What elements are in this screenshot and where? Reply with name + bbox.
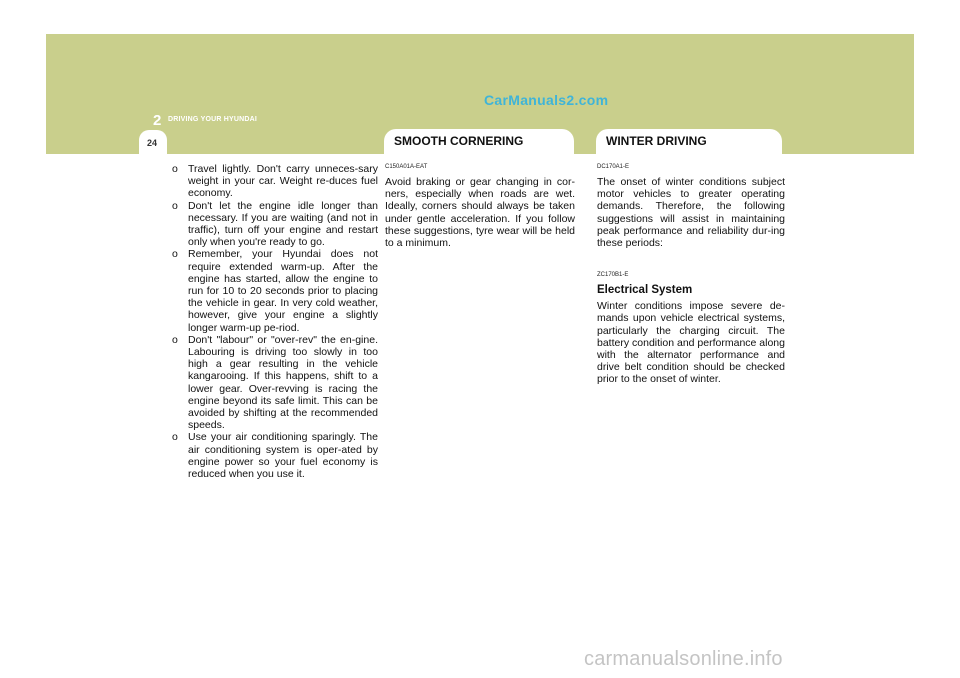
list-item: [172, 431, 378, 480]
subsection-code: ZC170B1-E: [597, 272, 629, 279]
left-column: [172, 163, 378, 480]
bullet-mark: o: [172, 199, 178, 212]
list-item: [172, 334, 378, 432]
list-item-text: Travel lightly. Don't carry unneces-sary weight in your car. Weight re-duces fuel economy.: [188, 163, 378, 200]
bullet-mark: o: [172, 431, 178, 444]
smooth-cornering-text: Avoid braking or gear changing in cor-ners, especially when roads are wet. Ideally, corners should always be taken under gentle acceleration. If you follow these suggestions, tyre wear will be held to a minimum.: [385, 176, 575, 250]
list-item-text: Use your air conditioning sparingly. The air conditioning system is oper-ated by engine power so your fuel economy is reduced when you use it.: [188, 431, 378, 481]
section-code: C150A01A-EAT: [385, 164, 428, 170]
section-code: DC170A1-E: [597, 164, 630, 170]
chapter-title: DRIVING YOUR HYUNDAI: [168, 116, 258, 123]
list-item: [172, 248, 378, 333]
smooth-cornering-column: [385, 163, 575, 249]
winter-driving-column: [597, 163, 785, 386]
list-item-text: Remember, your Hyundai does not require extended warm-up. After the engine has started, allow the engine to run for 10 to 20 seconds prior to placing the vehicle in gear. In very cold weather, however, give your engine a slightly longer warm-up pe-riod.: [188, 248, 378, 334]
page-number: 24: [147, 138, 158, 148]
bullet-mark: o: [172, 333, 178, 346]
bullet-mark: o: [172, 248, 178, 261]
watermark-link[interactable]: CarManuals2.com: [484, 92, 609, 108]
chapter-number: 2: [153, 112, 162, 129]
list-item: [172, 163, 378, 200]
bullet-mark: o: [172, 163, 178, 175]
section-header-smooth-cornering: SMOOTH CORNERING: [384, 129, 574, 154]
winter-driving-text: The onset of winter conditions subject motor vehicles to greater operating demands. Therefore, the following suggestions will assist in maintaining peak performance and reliability dur-ing these periods:: [597, 176, 785, 250]
section-header-winter-driving: WINTER DRIVING: [596, 129, 782, 154]
watermark-footer: carmanualsonline.info: [584, 648, 783, 670]
electrical-system-text: Winter conditions impose severe de-mands upon vehicle electrical systems, particularly the charging circuit. The battery condition and performance along with the alternator performance and drive belt condition should be checked prior to the onset of winter.: [597, 300, 785, 386]
electrical-system-heading: Electrical System: [597, 284, 693, 297]
list-item-text: Don't let the engine idle longer than necessary. If you are waiting (and not in traffic), turn off your engine and restart only when you're ready to go.: [188, 199, 378, 249]
list-item: [172, 200, 378, 249]
list-item-text: Don't "labour" or "over-rev" the en-gine. Labouring is driving too slowly in too high a gear resulting in the vehicle kangarooing. If this happens, shift to a lower gear. Over-revving is racing the engine beyond its safe limit. This can be avoided by shifting at the recommended speeds.: [188, 333, 378, 432]
